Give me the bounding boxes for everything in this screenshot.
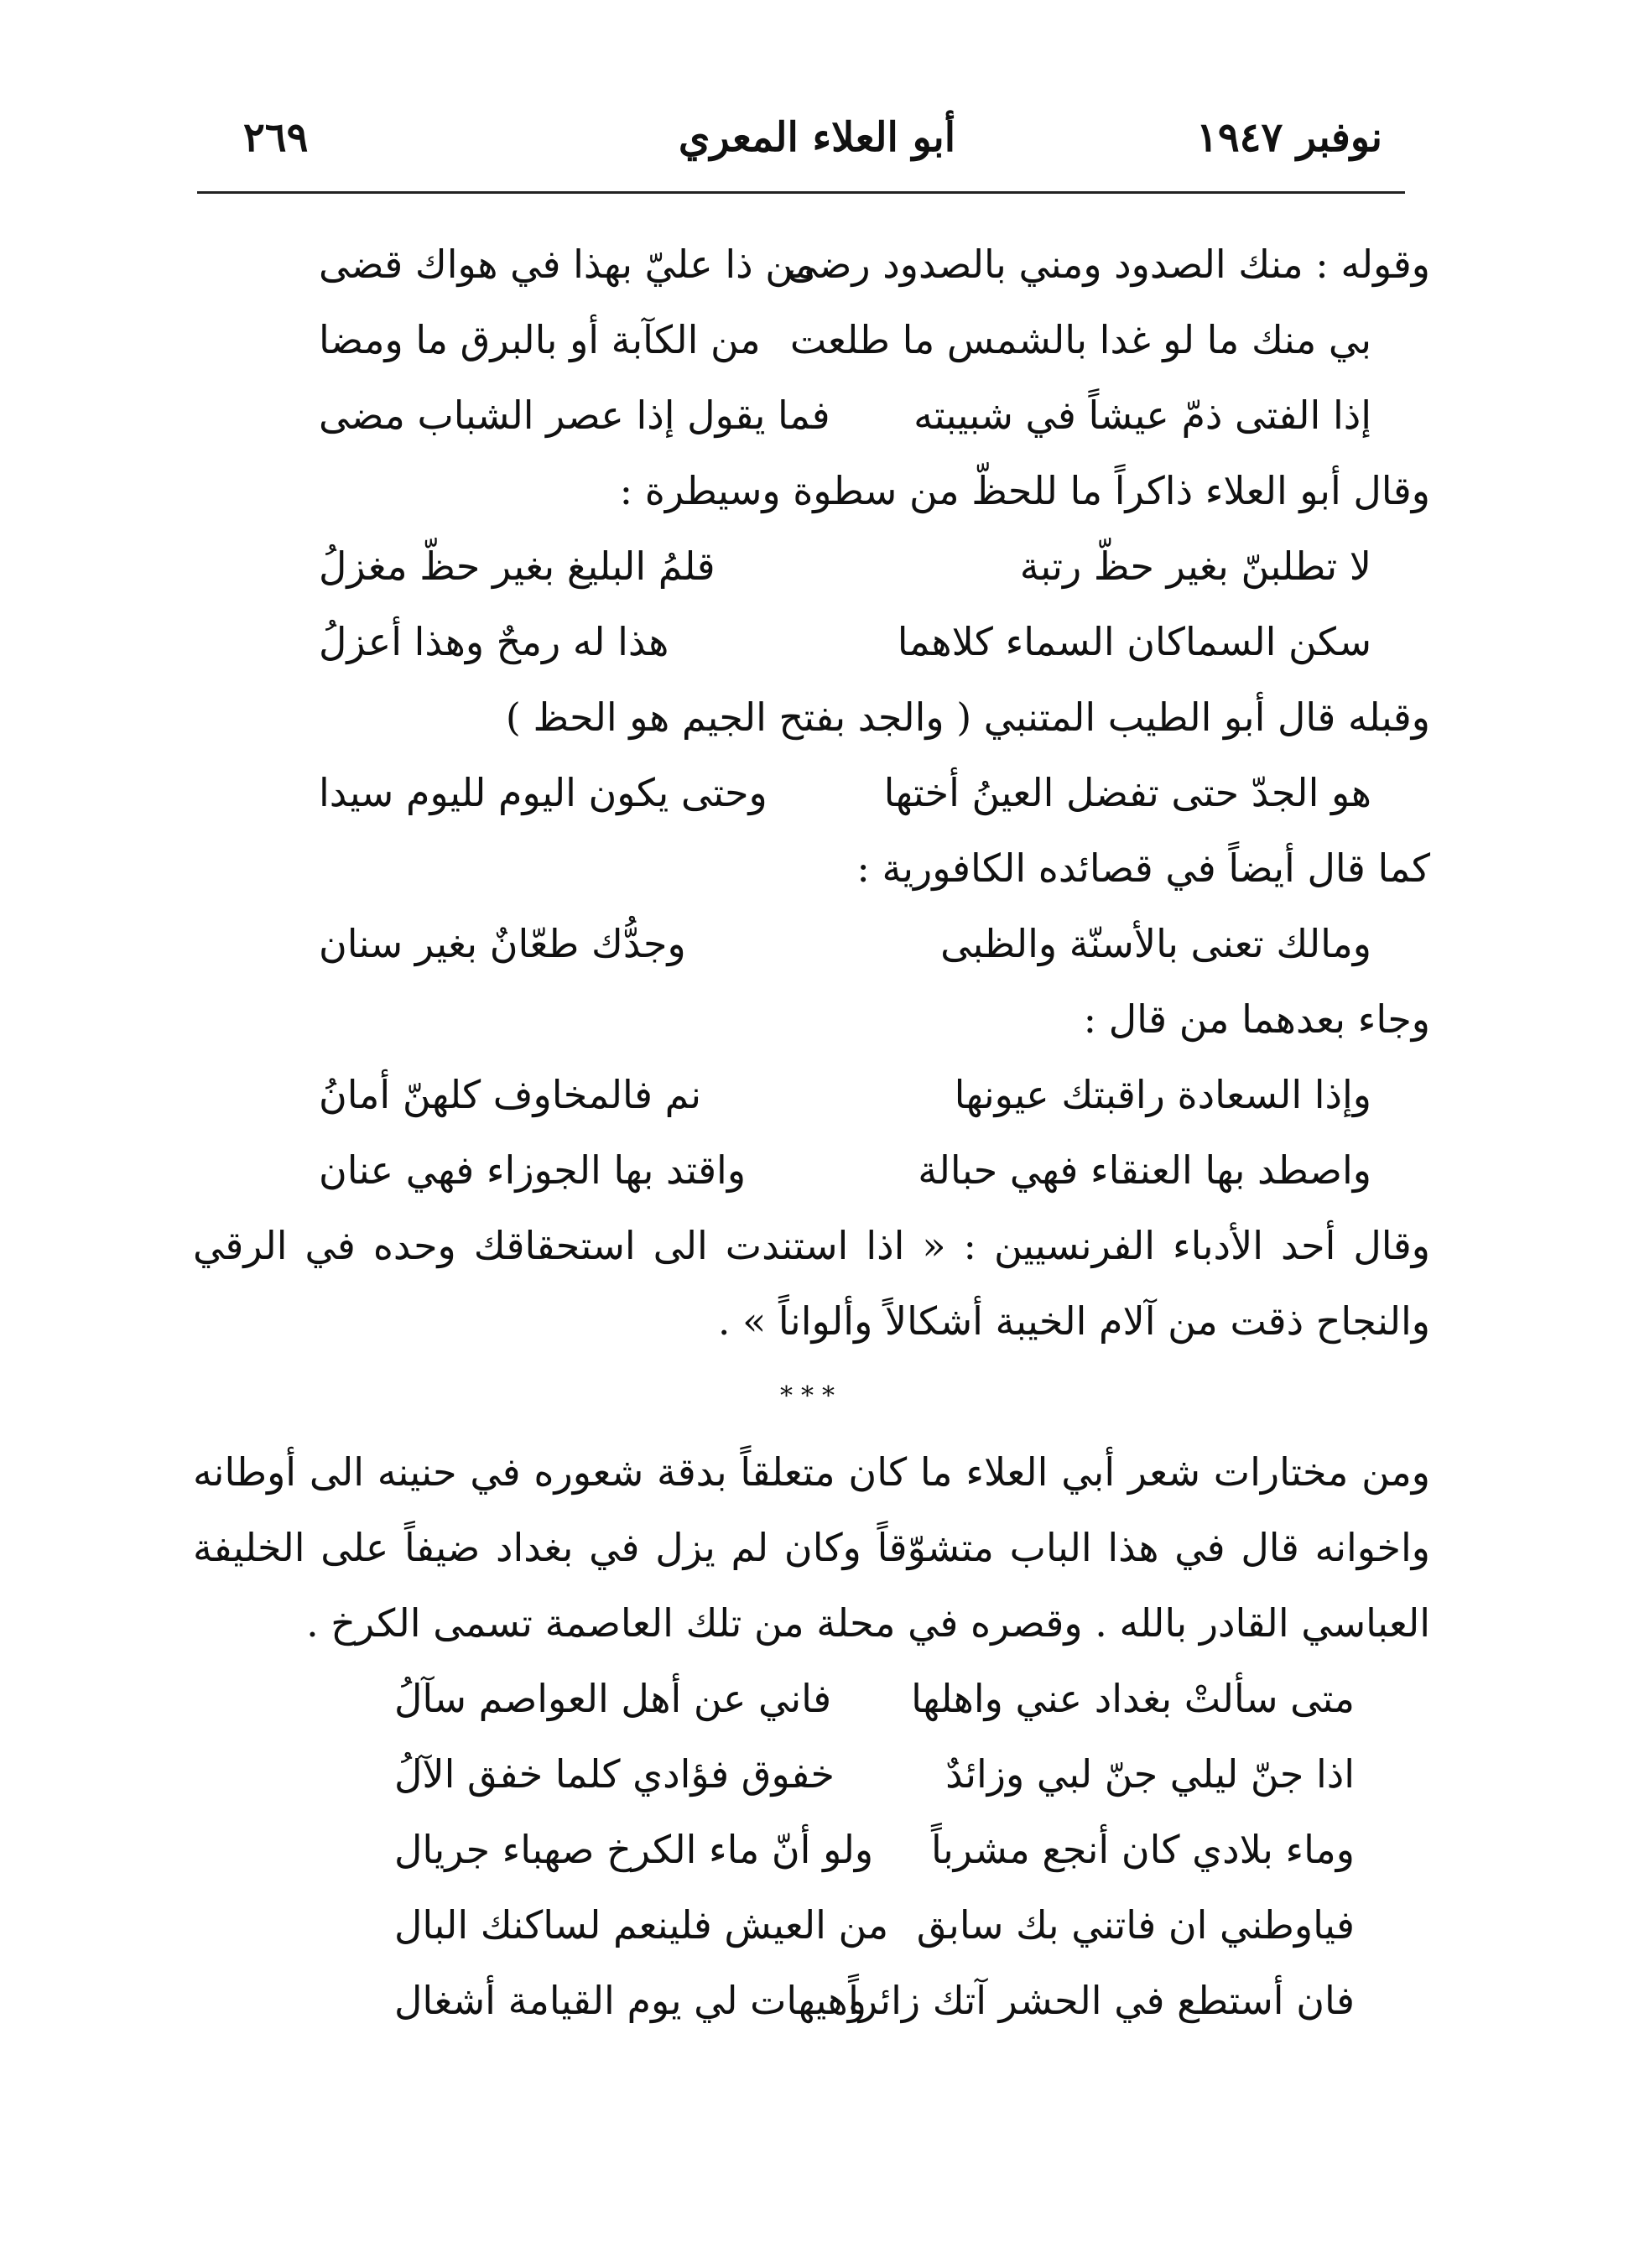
verse-intro: وقوله : [1315, 242, 1430, 287]
verse-line [193, 1963, 1430, 2038]
verse-second-hemistich: من الكآبة أو بالبرق ما ومضا [319, 317, 761, 362]
verse-second-hemistich: قلمُ البليغ بغير حظّ مغزلُ [319, 544, 716, 589]
verse-second-hemistich: وحتى يكون اليوم لليوم سيدا [319, 770, 768, 815]
verse-line [193, 1057, 1430, 1132]
verse-first-hemistich: فان أستطع في الحشر آتك زائراً [848, 1978, 1355, 2023]
prose-paragraph: وجاء بعدهما من قال : [1083, 996, 1430, 1042]
verse-line [193, 377, 1430, 453]
verse-line [193, 226, 1430, 302]
prose-paragraph: كما قال أيضاً في قصائده الكافورية : [856, 845, 1430, 891]
verse-second-hemistich: ولو أنّ ماء الكرخ صهباء جريال [394, 1827, 874, 1872]
verse-first-hemistich: وماء بلادي كان أنجع مشرباً [930, 1827, 1355, 1872]
verse-second-hemistich: من العيش فلينعم لساكنك البال [394, 1902, 889, 1948]
verse-second-hemistich: خفوق فؤادي كلما خفق الآلُ [394, 1751, 835, 1797]
verse-line [193, 528, 1430, 604]
prose-paragraph: ومن مختارات شعر أبي العلاء ما كان متعلقاً بدقة شعوره في حنينه الى أوطانه واخوانه قال في هذا الباب متشوّقاً وكان لم يزل في بغداد ضيفاً على الخليفة العباسي القادر بالله . وقصره في محلة من تلك العاصمة تسمى الكرخ . [193, 1449, 1430, 1646]
verse-line [193, 1736, 1430, 1812]
verse-first-hemistich: اذا جنّ ليلي جنّ لبي وزائدٌ [945, 1751, 1355, 1797]
verse-line [193, 604, 1430, 679]
verse-second-hemistich: من ذا عليّ بهذا في هواك قضى [319, 242, 815, 287]
verse-second-hemistich: فما يقول إذا عصر الشباب مضى [319, 393, 830, 438]
section-separator: *** [780, 1381, 843, 1411]
verse-second-hemistich: وهيهات لي يوم القيامة أشغال [394, 1978, 866, 2023]
verse-line [193, 1661, 1430, 1736]
page-number: ٢٦٩ [243, 114, 309, 161]
verse-first-hemistich: هو الجدّ حتى تفضل العينُ أختها [883, 770, 1371, 815]
verse-second-hemistich: نم فالمخاوف كلهنّ أمانُ [319, 1072, 702, 1117]
prose-paragraph: وقال أحد الأدباء الفرنسيين : « اذا استندت الى استحقاقك وحده في الرقي والنجاح ذقت من آلام الخيبة أشكالاً وألواناً » . [193, 1223, 1430, 1344]
verse-first-hemistich: إذا الفتى ذمّ عيشاً في شبيبته [913, 393, 1371, 438]
verse-first-hemistich: بي منك ما لو غدا بالشمس ما طلعت [789, 317, 1371, 362]
verse-first-hemistich: لا تطلبنّ بغير حظّ رتبة [1019, 544, 1371, 589]
verse-first-hemistich: سكن السماكان السماء كلاهما [897, 619, 1371, 664]
verse-line [193, 1887, 1430, 1963]
verse-first-hemistich: وقوله : منك الصدود ومني بالصدود رضى [787, 242, 1430, 287]
verse-second-hemistich: فاني عن أهل العواصم سآلُ [394, 1676, 832, 1721]
header-rule [197, 191, 1405, 194]
verse-first-hemistich: فياوطني ان فاتني بك سابق [916, 1902, 1355, 1948]
issue-date: نوفبر ١٩٤٧ [1196, 114, 1382, 161]
verse-second-hemistich: واقتد بها الجوزاء فهي عنان [319, 1147, 747, 1193]
verse-second-hemistich: وجدُّك طعّانٌ بغير سنان [319, 921, 686, 966]
verse-first-hemistich: وإذا السعادة راقبتك عيونها [954, 1072, 1371, 1117]
verse-first-hemistich: واصطد بها العنقاء فهي حبالة [918, 1147, 1371, 1193]
verse-line [193, 1812, 1430, 1887]
verse-second-hemistich: هذا له رمحٌ وهذا أعزلُ [319, 619, 669, 664]
verse-line [193, 755, 1430, 830]
verse-line [193, 906, 1430, 981]
prose-paragraph: وقبله قال أبو الطيب المتنبي ( والجد بفتح الجيم هو الحظ ) [505, 694, 1430, 740]
page-body [193, 226, 1430, 2038]
prose-paragraph: وقال أبو العلاء ذاكراً ما للحظّ من سطوة وسيطرة : [619, 468, 1430, 513]
running-title: أبو العلاء المعري [678, 114, 956, 161]
verse-line [193, 302, 1430, 377]
verse-first-hemistich: متى سألتْ بغداد عني واهلها [911, 1676, 1355, 1721]
verse-first-hemistich: ومالك تعنى بالأسنّة والظبى [940, 921, 1371, 966]
page-header [0, 101, 1634, 176]
verse-line [193, 1132, 1430, 1208]
